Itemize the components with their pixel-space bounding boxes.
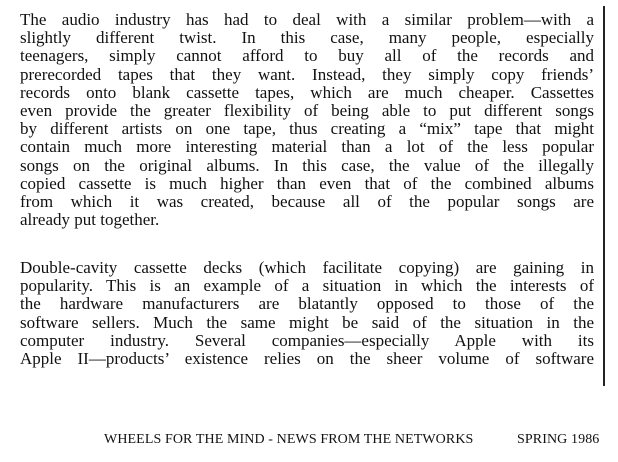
text-line: already put together. xyxy=(20,211,160,230)
text-line: the hardware manufacturers are blatantly opposed to those of the xyxy=(20,295,594,314)
publication-title: WHEELS FOR THE MIND - NEWS FROM THE NETWORKS xyxy=(104,432,474,447)
text-line: by different artists on one tape, thus creating a “mix” tape that might xyxy=(20,120,594,139)
text-line: popularity. This is an example of a situation in which the interests of xyxy=(20,277,594,296)
text-line: copied cassette is much higher than even that of the combined albums xyxy=(20,174,594,193)
text-line: contain much more interesting material than a lot of the less popular xyxy=(20,138,594,157)
text-line: Apple II—products’ existence relies on the sheer volume of software xyxy=(20,349,594,368)
text-line: from which it was created, because all of the popular songs are xyxy=(20,192,594,211)
text-line: songs on the original albums. In this case, the value of the illegally xyxy=(20,156,594,175)
text-line: records onto blank cassette tapes, which are much cheaper. Cassettes xyxy=(20,83,594,102)
page-footer xyxy=(0,430,618,450)
issue-date: SPRING 1986 xyxy=(517,432,600,447)
text-line: The audio industry has had to deal with a similar problem—with a xyxy=(20,11,594,29)
text-line: slightly different twist. In this case, many people, especially xyxy=(20,29,594,48)
text-line: software sellers. Much the same might be said of the situation in the xyxy=(20,313,594,332)
text-line: prerecorded tapes that they want. Instead, they simply copy friends’ xyxy=(20,65,594,84)
text-line: Double-cavity cassette decks (which facilitate copying) are gaining in xyxy=(20,259,594,277)
article-paragraph-1 xyxy=(20,11,594,229)
text-line: even provide the greater flexibility of being able to put different songs xyxy=(20,101,594,120)
article-paragraph-2 xyxy=(20,259,594,368)
text-line: teenagers, simply cannot afford to buy all of the records and xyxy=(20,47,594,66)
column-rule xyxy=(603,6,605,386)
text-line: computer industry. Several companies—especially Apple with its xyxy=(20,331,594,350)
